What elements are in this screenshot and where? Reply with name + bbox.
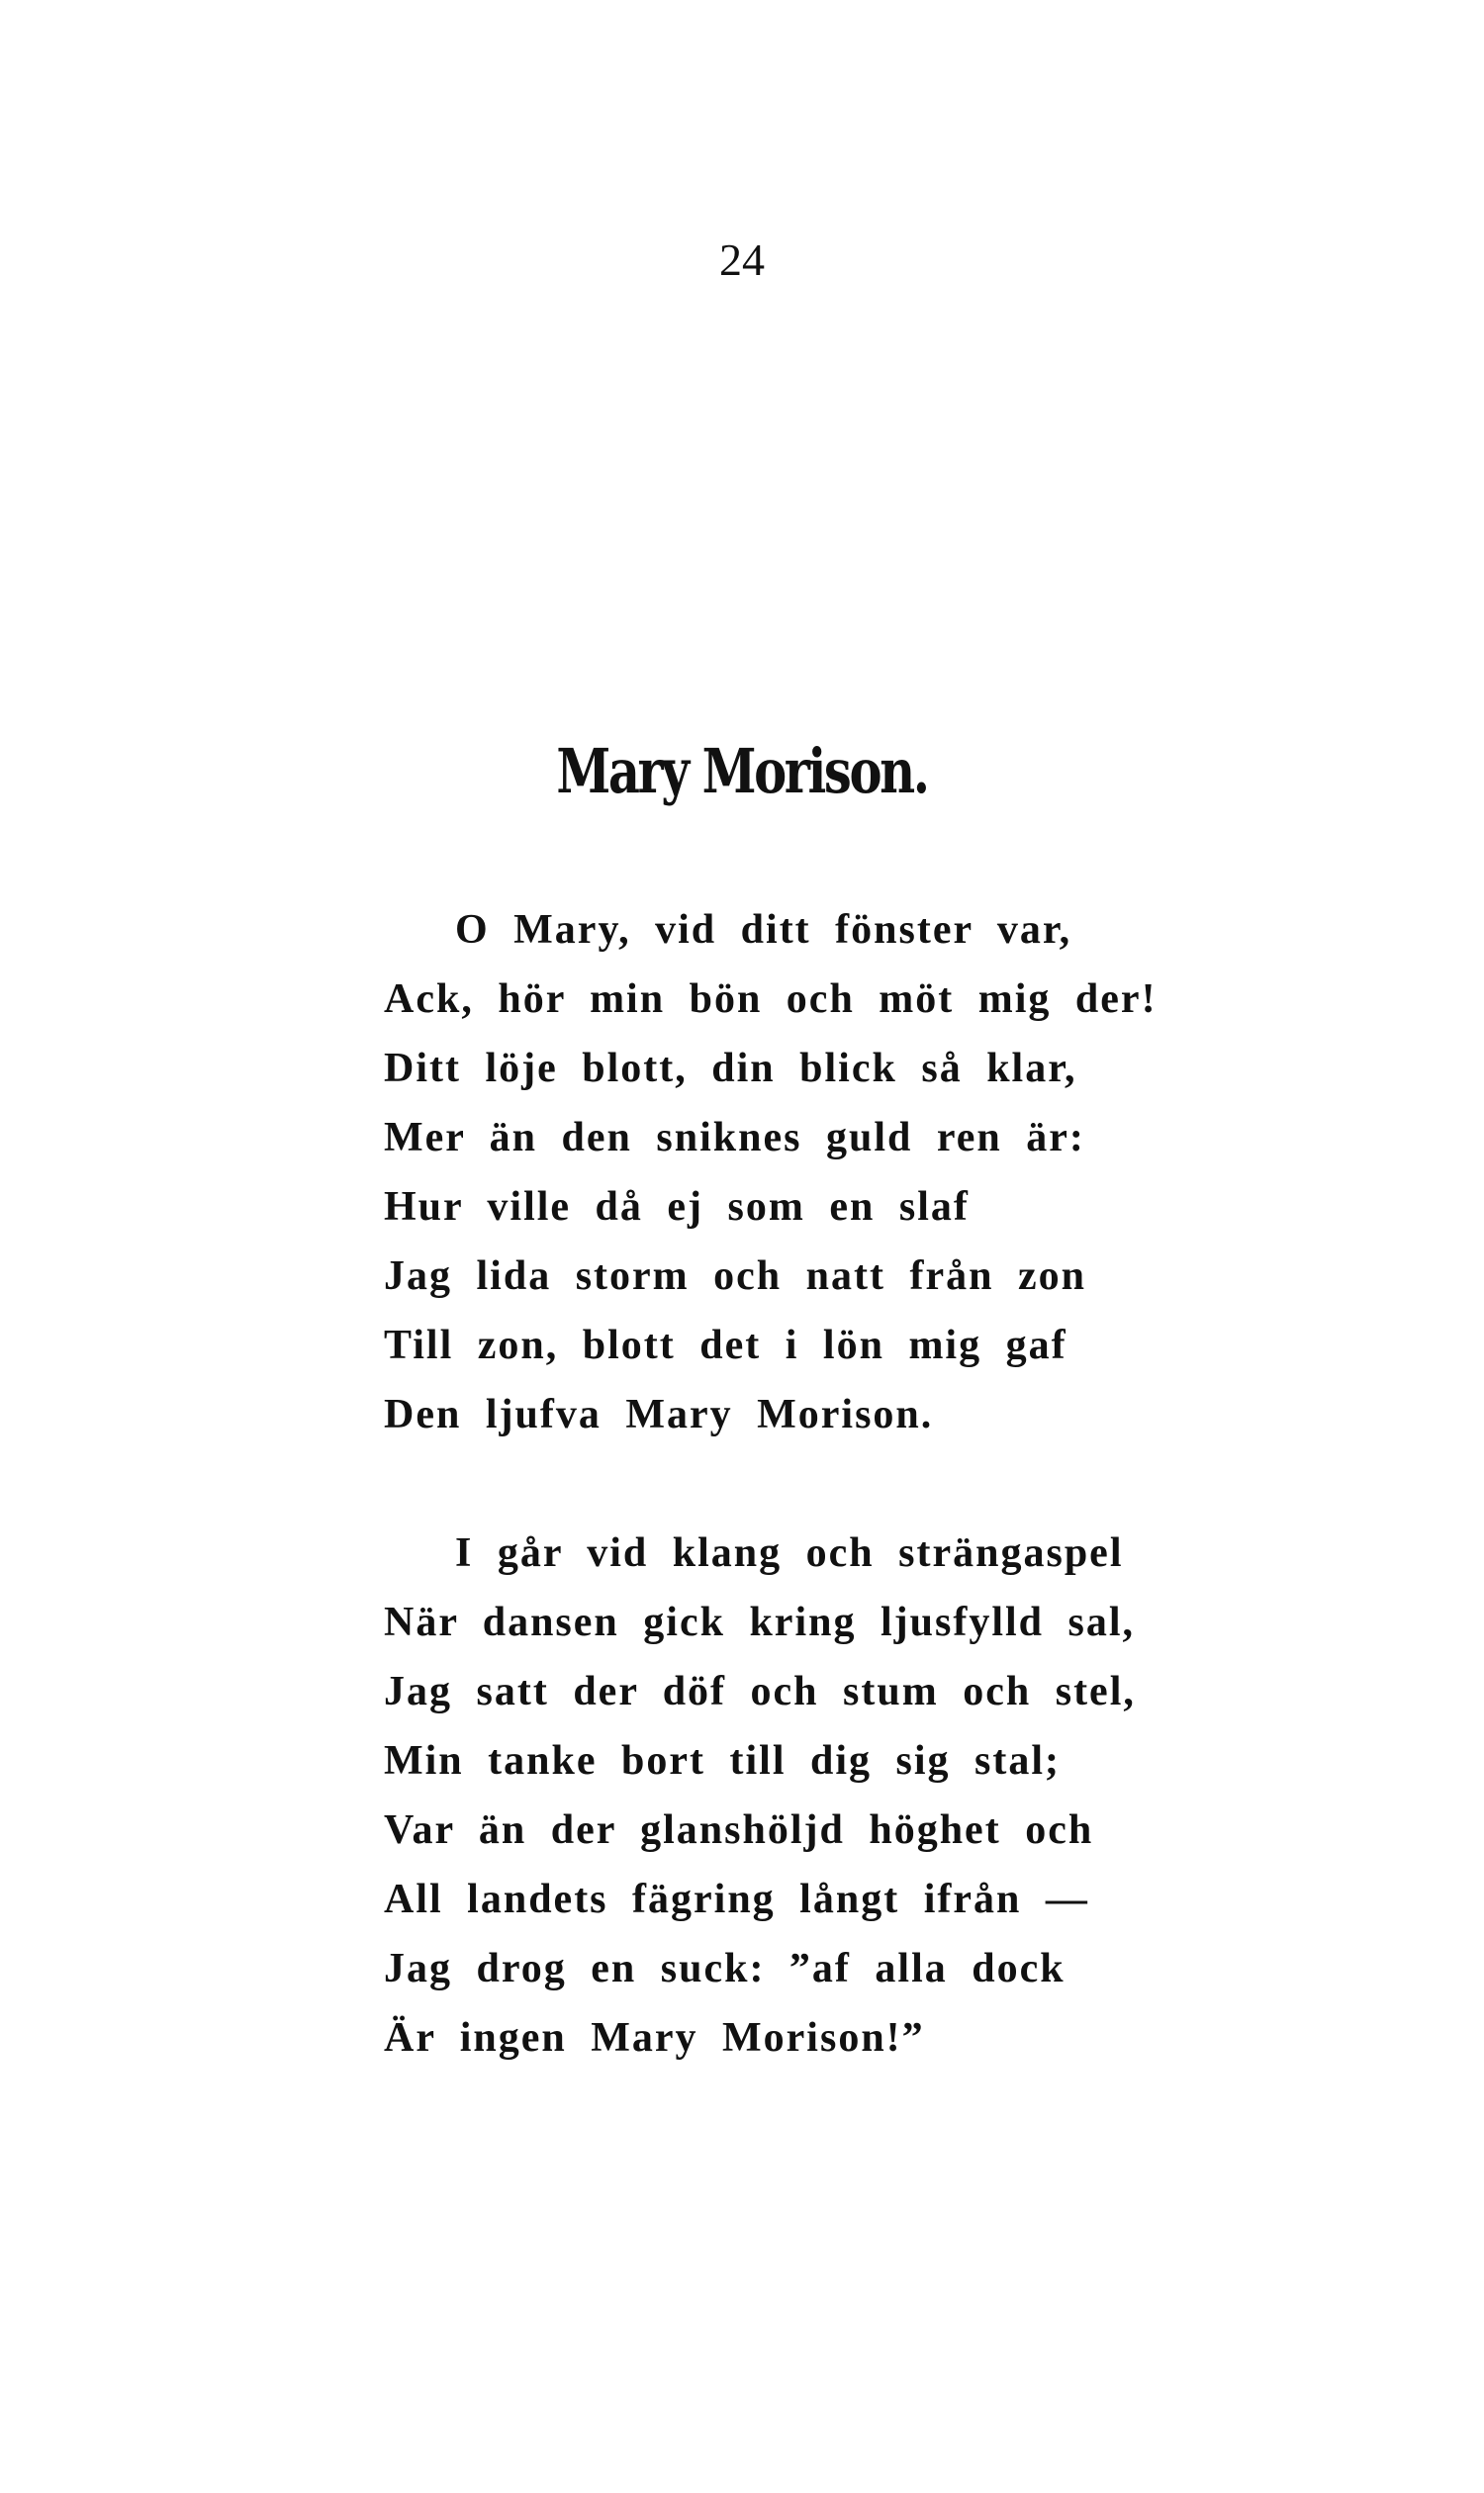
poem-line: O Mary, vid ditt fönster var, [455, 907, 1072, 953]
poem-line: Den ljufva Mary Morison. [384, 1392, 934, 1437]
poem-line: Är ingen Mary Morison!” [384, 2015, 925, 2061]
poem-line: Jag lida storm och natt från zon [384, 1253, 1086, 1299]
poem-line: Jag drog en suck: ”af alla dock [384, 1946, 1066, 1991]
poem-line: Min tanke bort till dig sig stal; [384, 1738, 1062, 1784]
poem-line: Ack, hör min bön och möt mig der! [384, 976, 1158, 1022]
stanza-2 [384, 1519, 1373, 2073]
poem-line: När dansen gick kring ljusfylld sal, [384, 1600, 1136, 1645]
poem-title: Mary Morison. [556, 735, 928, 807]
poem-line: All landets fägring långt ifrån — [384, 1877, 1089, 1922]
poem-line: Mer än den sniknes guld ren är: [384, 1115, 1085, 1160]
poem-line: I går vid klang och strängaspel [455, 1530, 1124, 1576]
poem-line: Jag satt der döf och stum och stel, [384, 1669, 1136, 1714]
poem-line: Till zon, blott det i lön mig gaf [384, 1323, 1067, 1368]
poem-line: Hur ville då ej som en slaf [384, 1184, 970, 1230]
stanza-1 [384, 895, 1373, 1449]
poem-line: Ditt löje blott, din blick så klar, [384, 1046, 1077, 1091]
poem-line: Var än der glanshöljd höghet och [384, 1807, 1094, 1853]
page-number: 24 [719, 234, 765, 285]
